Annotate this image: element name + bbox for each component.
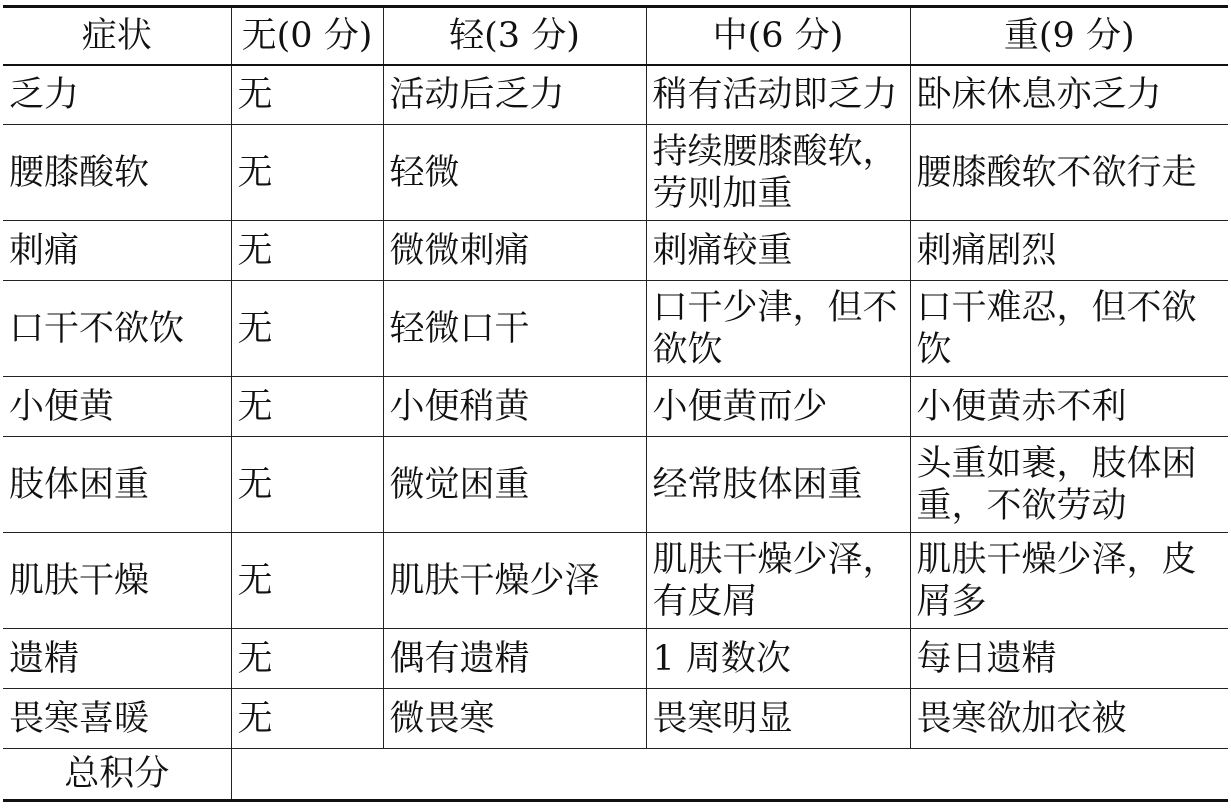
mild-cell: 活动后乏力 xyxy=(383,65,646,125)
moderate-cell: 稍有活动即乏力 xyxy=(646,65,910,125)
none-cell: 无 xyxy=(231,437,383,533)
moderate-cell: 1 周数次 xyxy=(646,629,910,689)
none-cell: 无 xyxy=(231,281,383,377)
symptom-cell: 肢体困重 xyxy=(3,437,231,533)
symptom-cell: 畏寒喜暖 xyxy=(3,689,231,749)
symptom-cell: 刺痛 xyxy=(3,221,231,281)
header-moderate: 中(6 分) xyxy=(646,7,910,65)
table-row xyxy=(3,689,1228,749)
table-row xyxy=(3,377,1228,437)
header-none: 无(0 分) xyxy=(231,7,383,65)
moderate-cell: 畏寒明显 xyxy=(646,689,910,749)
total-score-value xyxy=(231,749,1228,801)
none-cell: 无 xyxy=(231,65,383,125)
header-mild: 轻(3 分) xyxy=(383,7,646,65)
moderate-cell: 刺痛较重 xyxy=(646,221,910,281)
mild-cell: 轻微口干 xyxy=(383,281,646,377)
moderate-cell: 肌肤干燥少泽，有皮屑 xyxy=(646,533,910,629)
symptom-cell: 腰膝酸软 xyxy=(3,125,231,221)
symptom-score-table xyxy=(3,5,1228,802)
table-row xyxy=(3,221,1228,281)
table-row xyxy=(3,629,1228,689)
symptom-cell: 口干不欲饮 xyxy=(3,281,231,377)
severe-cell: 刺痛剧烈 xyxy=(910,221,1228,281)
none-cell: 无 xyxy=(231,377,383,437)
symptom-cell: 遗精 xyxy=(3,629,231,689)
symptom-cell: 肌肤干燥 xyxy=(3,533,231,629)
severe-cell: 腰膝酸软不欲行走 xyxy=(910,125,1228,221)
severe-cell: 卧床休息亦乏力 xyxy=(910,65,1228,125)
severe-cell: 每日遗精 xyxy=(910,629,1228,689)
table-row xyxy=(3,533,1228,629)
mild-cell: 肌肤干燥少泽 xyxy=(383,533,646,629)
severe-cell: 肌肤干燥少泽，皮屑多 xyxy=(910,533,1228,629)
severe-cell: 小便黄赤不利 xyxy=(910,377,1228,437)
total-row xyxy=(3,749,1228,801)
symptom-score-table-container xyxy=(3,5,1228,802)
moderate-cell: 持续腰膝酸软，劳则加重 xyxy=(646,125,910,221)
mild-cell: 微畏寒 xyxy=(383,689,646,749)
severe-cell: 口干难忍，但不欲饮 xyxy=(910,281,1228,377)
severe-cell: 畏寒欲加衣被 xyxy=(910,689,1228,749)
moderate-cell: 小便黄而少 xyxy=(646,377,910,437)
moderate-cell: 经常肢体困重 xyxy=(646,437,910,533)
none-cell: 无 xyxy=(231,125,383,221)
mild-cell: 偶有遗精 xyxy=(383,629,646,689)
table-row xyxy=(3,65,1228,125)
none-cell: 无 xyxy=(231,221,383,281)
mild-cell: 微觉困重 xyxy=(383,437,646,533)
severe-cell: 头重如裹，肢体困重，不欲劳动 xyxy=(910,437,1228,533)
symptom-cell: 小便黄 xyxy=(3,377,231,437)
none-cell: 无 xyxy=(231,533,383,629)
total-score-label: 总积分 xyxy=(3,749,231,801)
none-cell: 无 xyxy=(231,629,383,689)
moderate-cell: 口干少津，但不欲饮 xyxy=(646,281,910,377)
mild-cell: 小便稍黄 xyxy=(383,377,646,437)
table-row xyxy=(3,125,1228,221)
header-row xyxy=(3,7,1228,65)
none-cell: 无 xyxy=(231,689,383,749)
mild-cell: 轻微 xyxy=(383,125,646,221)
mild-cell: 微微刺痛 xyxy=(383,221,646,281)
symptom-cell: 乏力 xyxy=(3,65,231,125)
header-severe: 重(9 分) xyxy=(910,7,1228,65)
header-symptom: 症状 xyxy=(3,7,231,65)
table-row xyxy=(3,281,1228,377)
table-row xyxy=(3,437,1228,533)
